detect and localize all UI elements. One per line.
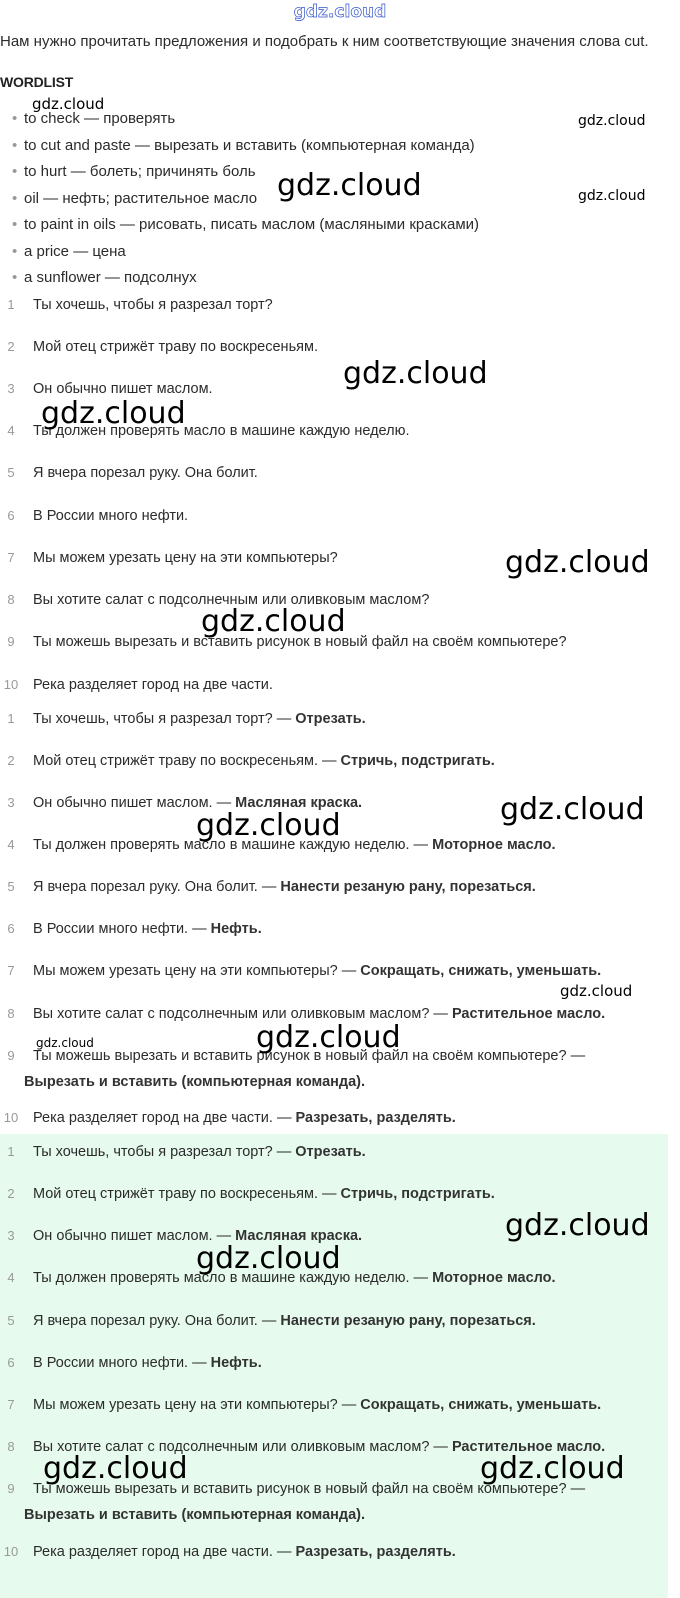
answer-sentence: Он обычно пишет маслом. —	[33, 1228, 236, 1244]
answer-sentence: Он обычно пишет маслом. —	[33, 795, 236, 811]
wordlist-item	[12, 159, 256, 185]
answer-sentence: Я вчера порезал руку. Она болит. —	[33, 1313, 281, 1329]
intro-text: Нам нужно прочитать предложения и подобрать к ним соответствующие значения слова cut.	[0, 33, 649, 50]
answer-sentence: В России много нефти. —	[33, 921, 211, 937]
wordlist-item-text: to hurt — болеть; причинять боль	[24, 163, 256, 180]
watermark: gdz.cloud	[500, 792, 645, 827]
answer-text	[33, 1181, 663, 1207]
answer-number: 5	[7, 1313, 15, 1328]
answer-sentence: Ты хочешь, чтобы я разрезал торт? —	[33, 711, 296, 727]
answer-meaning: Нефть.	[210, 921, 262, 937]
answer-meaning: Масляная краска.	[235, 795, 363, 811]
answer-text	[33, 1139, 663, 1165]
answer-sentence: Мы можем урезать цену на эти компьютеры? —	[33, 963, 361, 979]
answer-sentence: Мы можем урезать цену на эти компьютеры? —	[33, 1397, 361, 1413]
wordlist-item-text: to cut and paste — вырезать и вставить (компьютерная команда)	[24, 137, 475, 154]
sentence-number: 7	[7, 550, 15, 565]
wordlist-item-text: to paint in oils — рисовать, писать маслом (масляными красками)	[24, 216, 480, 233]
site-logo[interactable]: gdz.cloud	[293, 2, 387, 22]
answer-meaning: Нанести резаную рану, порезаться.	[280, 1313, 536, 1329]
sentence-text: Я вчера порезал руку. Она болит.	[33, 465, 258, 481]
wordlist-item	[12, 186, 257, 212]
answer-sentence: Я вчера порезал руку. Она болит. —	[33, 879, 281, 895]
watermark: gdz.cloud	[480, 1451, 625, 1486]
sentence-text: Мой отец стрижёт траву по воскресеньям.	[33, 339, 318, 355]
sentence-text: Река разделяет город на две части.	[33, 677, 273, 693]
answer-text	[33, 1308, 663, 1334]
answer-text	[33, 1223, 663, 1249]
answer-text	[33, 1001, 663, 1027]
sentence-text: Ты хочешь, чтобы я разрезал торт?	[33, 297, 273, 313]
sentence-number: 8	[7, 592, 15, 607]
bullet-icon: •	[12, 216, 18, 233]
sentence-text: Мы можем урезать цену на эти компьютеры?	[33, 550, 338, 566]
answer-text	[33, 874, 663, 900]
answer-sentence: Ты должен проверять масло в машине каждую неделю. —	[33, 837, 433, 853]
answer-number: 7	[7, 963, 15, 978]
sentence-number: 1	[7, 297, 15, 312]
answer-number: 2	[7, 753, 15, 768]
answer-number: 10	[3, 1110, 19, 1125]
answer-sentence: Ты можешь вырезать и вставить рисунок в новый файл на своём компьютере? —	[33, 1048, 586, 1064]
answer-meaning: Разрезать, разделять.	[295, 1544, 456, 1560]
answer-sentence: Ты должен проверять масло в машине каждую неделю. —	[33, 1270, 433, 1286]
watermark: gdz.cloud	[36, 1036, 94, 1050]
answer-sentence: Мой отец стрижёт траву по воскресеньям. —	[33, 753, 341, 769]
answer-number: 2	[7, 1186, 15, 1201]
answer-meaning: Моторное масло.	[432, 837, 556, 853]
answer-text	[33, 748, 663, 774]
watermark: gdz.cloud	[256, 1020, 401, 1055]
answer-number: 4	[7, 1270, 15, 1285]
answer-sentence: Вы хотите салат с подсолнечным или оливковым маслом? —	[33, 1006, 452, 1022]
watermark: gdz.cloud	[277, 168, 422, 203]
sentence-number: 10	[3, 677, 19, 692]
answer-number: 1	[7, 1144, 15, 1159]
answer-meaning: Сокращать, снижать, уменьшать.	[360, 963, 602, 979]
answer-meaning: Сокращать, снижать, уменьшать.	[360, 1397, 602, 1413]
answer-text	[33, 790, 663, 816]
sentence-text: Он обычно пишет маслом.	[33, 381, 213, 397]
answer-text	[33, 1539, 663, 1565]
answer-number: 9	[7, 1481, 15, 1496]
watermark: gdz.cloud	[32, 95, 105, 113]
answer-sentence: Река разделяет город на две части. —	[33, 1544, 296, 1560]
watermark: gdz.cloud	[505, 1208, 650, 1243]
sentence-number: 6	[7, 508, 15, 523]
answer-text	[33, 958, 663, 984]
sentence-text: Ты должен проверять масло в машине каждую неделю.	[33, 423, 410, 439]
answer-meaning: Растительное масло.	[451, 1006, 606, 1022]
bullet-icon: •	[12, 243, 18, 260]
answer-meaning: Стричь, подстригать.	[340, 1186, 495, 1202]
wordlist-item-text: oil — нефть; растительное масло	[24, 190, 258, 207]
answer-meaning: Разрезать, разделять.	[295, 1110, 456, 1126]
watermark: gdz.cloud	[201, 604, 346, 639]
answer-number: 6	[7, 1355, 15, 1370]
sentence-number: 2	[7, 339, 15, 354]
wordlist-item	[12, 106, 175, 132]
sentence-number: 3	[7, 381, 15, 396]
wordlist-title: WORDLIST	[0, 74, 74, 90]
answer-number: 8	[7, 1006, 15, 1021]
sentence-number: 5	[7, 465, 15, 480]
answer-text	[33, 916, 663, 942]
sentence-text: В России много нефти.	[33, 508, 189, 524]
answer-meaning: Вырезать и вставить (компьютерная команда).	[24, 1507, 366, 1523]
answer-meaning: Отрезать.	[295, 711, 366, 727]
answer-number: 3	[7, 1228, 15, 1243]
answer-meaning: Стричь, подстригать.	[340, 753, 495, 769]
wordlist-item-text: to check — проверять	[24, 110, 176, 127]
answer-number: 7	[7, 1397, 15, 1412]
answer-number: 3	[7, 795, 15, 810]
watermark: gdz.cloud	[43, 1451, 188, 1486]
watermark: gdz.cloud	[196, 808, 341, 843]
bullet-icon: •	[12, 269, 18, 286]
answer-number: 4	[7, 837, 15, 852]
watermark: gdz.cloud	[196, 1241, 341, 1276]
answer-sentence: В России много нефти. —	[33, 1355, 211, 1371]
answer-text	[33, 706, 663, 732]
answer-number: 1	[7, 711, 15, 726]
answer-text	[33, 1350, 663, 1376]
wordlist-item-text: a sunflower — подсолнух	[24, 269, 197, 286]
sentence-text: Вы хотите салат с подсолнечным или оливковым маслом?	[33, 592, 430, 608]
sentence-number: 9	[7, 634, 15, 649]
answer-text	[33, 832, 663, 858]
answer-sentence: Река разделяет город на две части. —	[33, 1110, 296, 1126]
answer-text	[33, 1105, 663, 1131]
watermark: gdz.cloud	[343, 356, 488, 391]
answer-sentence: Ты хочешь, чтобы я разрезал торт? —	[33, 1144, 296, 1160]
answer-meaning: Моторное масло.	[432, 1270, 556, 1286]
answer-text	[33, 1265, 663, 1291]
answer-text	[33, 1392, 663, 1418]
wordlist-item	[12, 133, 475, 159]
answer-sentence: Ты можешь вырезать и вставить рисунок в новый файл на своём компьютере? —	[33, 1481, 586, 1497]
answer-number: 9	[7, 1048, 15, 1063]
bullet-icon: •	[12, 137, 18, 154]
bullet-icon: •	[12, 190, 18, 207]
answer-meaning: Нефть.	[210, 1355, 262, 1371]
watermark: gdz.cloud	[578, 188, 646, 204]
answer-number: 8	[7, 1439, 15, 1454]
answer-meaning: Масляная краска.	[235, 1228, 363, 1244]
answer-number: 6	[7, 921, 15, 936]
bullet-icon: •	[12, 163, 18, 180]
wordlist-item	[12, 265, 197, 291]
watermark: gdz.cloud	[560, 982, 633, 1000]
answer-number: 10	[3, 1544, 19, 1559]
watermark: gdz.cloud	[578, 113, 646, 129]
watermark: gdz.cloud	[41, 396, 186, 431]
answer-meaning: Вырезать и вставить (компьютерная команда).	[24, 1074, 366, 1090]
sentence-number: 4	[7, 423, 15, 438]
wordlist-item	[12, 239, 126, 265]
wordlist-item-text: a price — цена	[24, 243, 126, 260]
answer-text	[33, 1434, 663, 1460]
answer-sentence: Вы хотите салат с подсолнечным или оливковым маслом? —	[33, 1439, 452, 1455]
answer-number: 5	[7, 879, 15, 894]
wordlist-item	[12, 212, 479, 238]
sentence-text: Ты можешь вырезать и вставить рисунок в новый файл на своём компьютере?	[33, 634, 567, 650]
answer-meaning: Нанести резаную рану, порезаться.	[280, 879, 536, 895]
answer-meaning: Отрезать.	[295, 1144, 366, 1160]
watermark: gdz.cloud	[505, 545, 650, 580]
answer-meaning: Растительное масло.	[451, 1439, 606, 1455]
bullet-icon: •	[12, 110, 18, 127]
answer-sentence: Мой отец стрижёт траву по воскресеньям. —	[33, 1186, 341, 1202]
